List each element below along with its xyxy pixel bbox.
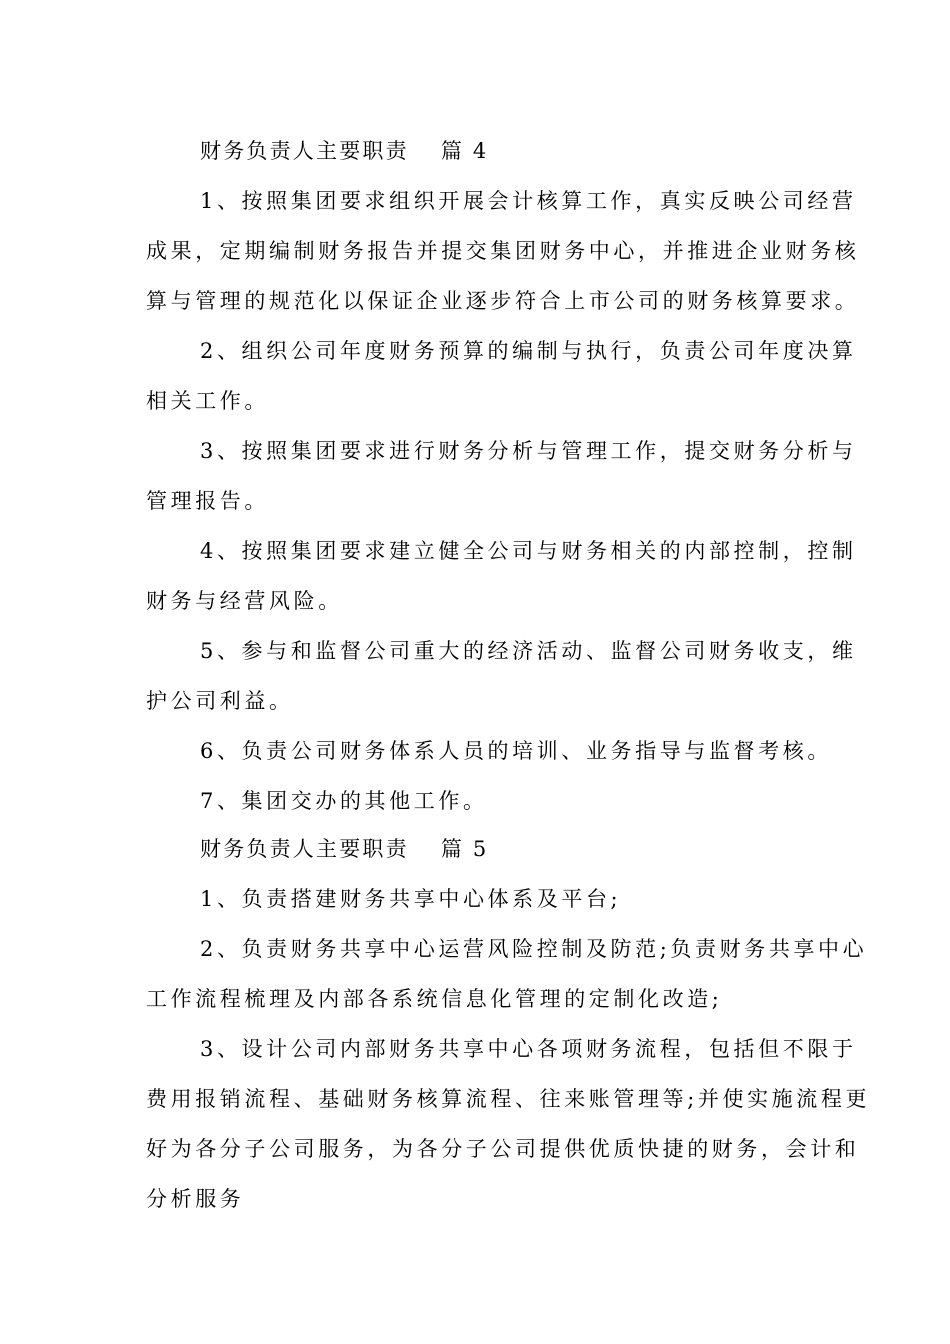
paragraph-line: 3、设计公司内部财务共享中心各项财务流程，包括但不限于 xyxy=(200,1037,857,1061)
paragraph-line: 3、按照集团要求进行财务分析与管理工作，提交财务分析与 xyxy=(200,439,857,463)
paragraph-line: 成果，定期编制财务报告并提交集团财务中心，并推进企业财务核 xyxy=(146,239,860,263)
section-heading-label: 篇 5 xyxy=(440,837,489,861)
paragraph-line: 5、参与和监督公司重大的经济活动、监督公司财务收支，维 xyxy=(200,639,857,663)
paragraph-line: 6、负责公司财务体系人员的培训、业务指导与监督考核。 xyxy=(200,739,832,763)
section-heading-title: 财务负责人主要职责 xyxy=(200,139,409,163)
paragraph-line: 1、按照集团要求组织开展会计核算工作，真实反映公司经营 xyxy=(200,189,857,213)
section-heading xyxy=(200,834,870,864)
paragraph-line: 1、负责搭建财务共享中心体系及平台; xyxy=(200,887,622,911)
section-heading-title: 财务负责人主要职责 xyxy=(200,837,409,861)
paragraph-line: 护公司利益。 xyxy=(146,689,294,713)
paragraph-line: 分析服务 xyxy=(146,1187,245,1211)
paragraph-line: 工作流程梳理及内部各系统信息化管理的定制化改造; xyxy=(146,987,723,1011)
paragraph-line: 2、组织公司年度财务预算的编制与执行，负责公司年度决算 xyxy=(200,339,857,363)
paragraph-line: 财务与经营风险。 xyxy=(146,589,343,613)
paragraph-line: 好为各分子公司服务，为各分子公司提供优质快捷的财务，会计和 xyxy=(146,1137,860,1161)
paragraph-line: 算与管理的规范化以保证企业逐步符合上市公司的财务核算要求。 xyxy=(146,289,860,313)
paragraph-line: 2、负责财务共享中心运营风险控制及防范;负责财务共享中心 xyxy=(200,937,868,961)
section-heading xyxy=(200,136,870,166)
paragraph-line: 费用报销流程、基础财务核算流程、往来账管理等;并使实施流程更 xyxy=(146,1087,871,1111)
paragraph-line: 7、集团交办的其他工作。 xyxy=(200,789,488,813)
paragraph-line: 管理报告。 xyxy=(146,489,269,513)
section-heading-label: 篇 4 xyxy=(440,139,489,163)
paragraph-line: 相关工作。 xyxy=(146,389,269,413)
paragraph-line: 4、按照集团要求建立健全公司与财务相关的内部控制，控制 xyxy=(200,539,857,563)
